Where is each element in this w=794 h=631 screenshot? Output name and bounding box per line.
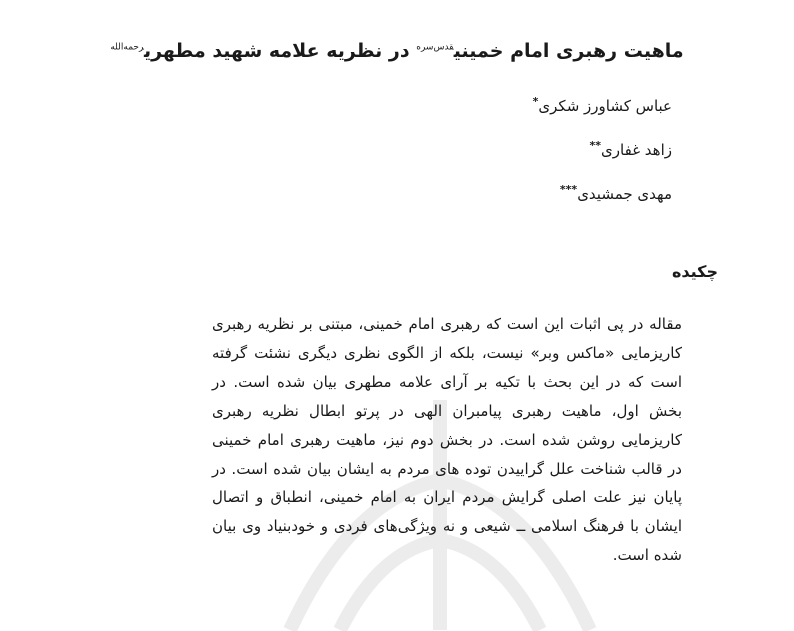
author-name: مهدی جمشیدی <box>577 185 672 203</box>
abstract-body <box>212 310 682 570</box>
abstract-paragraph: مقاله در پی اثبات این است که رهبری امام خمینی، مبتنی بر نظریه رهبری کاریزمایی «ماکس وبر» نیست، بلکه از الگوی نظری دیگری نشئت گرفته است که در این بحث با تکیه بر آرای علامه مطهری بیان شده است. در بخش اول، ماهیت رهبری پیامبران الهی در پرتو ابطال نظریه رهبری کاریزمایی روشن شده است. در بخش دوم نیز، ماهیت رهبری امام خمینی در قالب شناخت علل گراییدن توده های مردم به ایشان بیان شده است. در پایان نیز علت اصلی گرایش مردم ایران به امام خمینی، انطباق و اتصال ایشان با فرهنگ اسلامی ــ شیعی و نه ویژگی‌های فردی و خودبنیاد وی بیان شده است. <box>212 315 682 565</box>
title-main: ماهیت رهبری امام خمینی <box>453 40 684 62</box>
title-middle: در نظریه علامه شهید مطهری <box>143 40 417 62</box>
title-honorific-2: رحمه‌الله <box>110 42 144 53</box>
author-footnote-mark: * <box>532 95 539 108</box>
author-1 <box>533 82 672 126</box>
author-3 <box>533 170 672 214</box>
author-name: زاهد غفاری <box>601 141 672 159</box>
author-2 <box>533 126 672 170</box>
title-honorific-1: قدس‌سره <box>416 42 454 53</box>
author-list <box>533 82 672 214</box>
author-name: عباس کشاورز شکری <box>538 97 672 115</box>
author-footnote-mark: *** <box>559 183 578 196</box>
author-footnote-mark: ** <box>589 139 602 152</box>
abstract-heading: چکیده <box>671 262 718 281</box>
paper-title <box>60 40 734 62</box>
